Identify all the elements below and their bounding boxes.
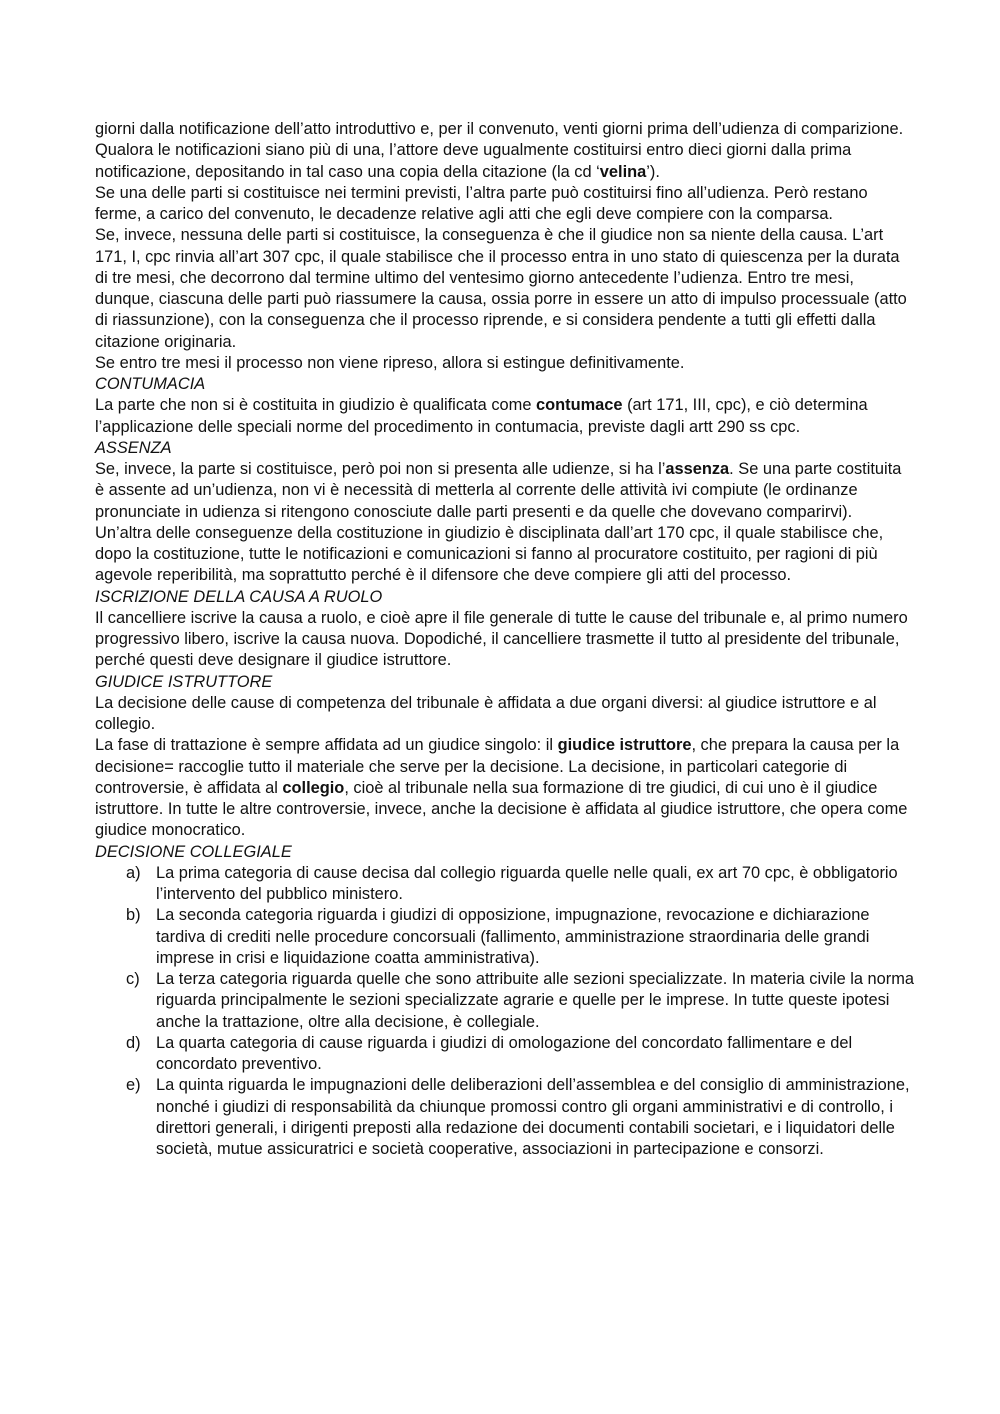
text-run: Se una delle parti si costituisce nei termini previsti, l’altra parte può costituirsi fino all’udienza. Però restano ferme, a carico del convenuto, le decadenze relative agli atti che egli deve compiere con la comparsa. xyxy=(95,183,868,223)
section-heading: CONTUMACIA xyxy=(95,375,206,393)
list-marker: c) xyxy=(126,970,140,988)
text-run: , che prepara la causa per la decisione= raccoglie tutto il materiale che serve per la decisione. La decisione, in particolari categorie di controversie, è affidata al xyxy=(95,736,900,797)
paragraph xyxy=(95,608,915,672)
text-run: Se, invece, nessuna delle parti si costituisce, la conseguenza è che il giudice non sa niente della causa. L’art 171, I, cpc rinvia all’art 307 cpc, il quale stabilisce che il processo entra in uno stato di quiescenza per la durata di tre mesi, che decorrono dal termine ultimo del ventesimo giorno antecedente l’udienza. Entro tre mesi, dunque, ciascuna delle parti può riassumere la causa, ossia porre in essere un atto di impulso processuale (atto di riassunzione), con la conseguenza che il processo riprende, e si considera pendente a tutti gli effetti dalla citazione originaria. xyxy=(95,226,907,351)
bold-term: collegio xyxy=(282,778,345,797)
list-item xyxy=(95,1033,915,1076)
list-marker: d) xyxy=(126,1033,141,1052)
text-run: Il cancelliere iscrive la causa a ruolo, e cioè apre il file generale di tutte le cause del tribunale e, al primo numero progressivo libero, iscrive la causa nuova. Dopodiché, il cancelliere trasmette il tutto al presidente del tribunale, perché questi deve designare il giudice istruttore. xyxy=(95,608,908,670)
text-run: Un’altra delle conseguenze della costituzione in giudizio è disciplinata dall’art 170 cpc, il quale stabilisce che, dopo la costituzione, tutte le notificazioni e comunicazioni si fanno al procuratore costituito, per ragioni di più agevole reperibilità, ma soprattutto perché è il difensore che deve compiere gli atti del processo. xyxy=(95,523,884,585)
document-page xyxy=(95,119,915,1160)
paragraph xyxy=(95,693,915,736)
text-run: Qualora le notificazioni siano più di una, l’attore deve ugualmente costituirsi entro dieci giorni dalla prima notificazione, depositando in tal caso una copia della citazione (la cd ‘ xyxy=(95,141,852,181)
section-heading: GIUDICE ISTRUTTORE xyxy=(95,672,273,691)
text-run: . Se una parte costituita è assente ad un’udienza, non vi è necessità di metterla al corrente delle attività ivi compiute (le ordinanze pronunciate in udienza si ritengono conosciute dalle parti presenti e da quelle che dovevano comparirvi). xyxy=(95,460,902,521)
paragraph xyxy=(95,459,915,523)
text-run: ’). xyxy=(646,162,660,181)
text-run: (art 171, III, cpc), e ciò determina l’applicazione delle speciali norme del procedimento in contumacia, previste dagli artt 290 ss cpc. xyxy=(95,396,868,436)
list-item-text: La seconda categoria riguarda i giudizi di opposizione, impugnazione, revocazione e dichiarazione tardiva di crediti nelle procedure concorsuali (fallimento, amministrazione straordinaria delle grandi imprese in crisi e liquidazione coatta amministrativa). xyxy=(156,906,870,967)
list-item xyxy=(95,905,915,969)
paragraph xyxy=(95,225,915,353)
list-item xyxy=(95,969,915,1033)
section-heading: DECISIONE COLLEGIALE xyxy=(95,842,292,861)
list-item-text: La quinta riguarda le impugnazioni delle deliberazioni dell’assemblea e del consiglio di amministrazione, nonché i giudizi di responsabilità da chiunque promossi contro gli organi amministrativi e di controllo, i direttori generali, i dirigenti preposti alla redazione dei documenti contabili societari, e i liquidatori delle società, mutue assicuratrici e società cooperative, associazioni in partecipazione e consorzi. xyxy=(156,1076,910,1158)
list-item-text: La terza categoria riguarda quelle che sono attribuite alle sezioni specializzate. In materia civile la norma riguarda principalmente le sezioni specializzate agrarie e quelle per le imprese. In tutte queste ipotesi anche la trattazione, oltre alla decisione, è collegiale. xyxy=(156,970,915,1031)
paragraph xyxy=(95,395,915,438)
paragraph xyxy=(95,353,915,374)
paragraph xyxy=(95,183,915,226)
text-run: , cioè al tribunale nella sua formazione di tre giudici, di cui uno è il giudice istruttore. In tutte le altre controversie, invece, anche la decisione è affidata al giudice istruttore, che opera come giudice monocratico. xyxy=(95,778,908,840)
section-heading: ASSENZA xyxy=(95,438,172,457)
text-run: Se entro tre mesi il processo non viene ripreso, allora si estingue definitivamente. xyxy=(95,353,685,372)
text-run: La parte che non si è costituita in giudizio è qualificata come xyxy=(95,396,536,415)
bold-term: contumace xyxy=(536,396,623,415)
paragraph xyxy=(95,523,915,587)
list-marker: e) xyxy=(126,1076,141,1095)
paragraph xyxy=(95,119,915,140)
text-run: giorni dalla notificazione dell’atto introduttivo e, per il convenuto, venti giorni prima dell’udienza di comparizione. xyxy=(95,120,904,138)
text-run: La decisione delle cause di competenza del tribunale è affidata a due organi diversi: al giudice istruttore e al collegio. xyxy=(95,693,877,733)
bold-term: velina xyxy=(599,162,647,181)
decision-categories-list xyxy=(95,863,915,1161)
section-heading: ISCRIZIONE DELLA CAUSA A RUOLO xyxy=(95,587,383,606)
paragraph xyxy=(95,140,915,183)
list-marker: b) xyxy=(126,906,141,925)
document-body xyxy=(95,119,915,863)
text-run: La fase di trattazione è sempre affidata ad un giudice singolo: il xyxy=(95,736,558,755)
text-run: Se, invece, la parte si costituisce, però poi non si presenta alle udienze, si ha l’ xyxy=(95,460,666,478)
list-marker: a) xyxy=(126,863,141,882)
bold-term: assenza xyxy=(665,460,730,478)
list-item-text: La prima categoria di cause decisa dal collegio riguarda quelle nelle quali, ex art 70 cpc, è obbligatorio l’intervento del pubblico ministero. xyxy=(156,863,898,903)
bold-term: giudice istruttore xyxy=(557,736,692,755)
list-item xyxy=(95,1075,915,1160)
list-item-text: La quarta categoria di cause riguarda i giudizi di omologazione del concordato fallimentare e del concordato preventivo. xyxy=(156,1033,853,1073)
paragraph xyxy=(95,735,915,841)
list-item xyxy=(95,863,915,906)
